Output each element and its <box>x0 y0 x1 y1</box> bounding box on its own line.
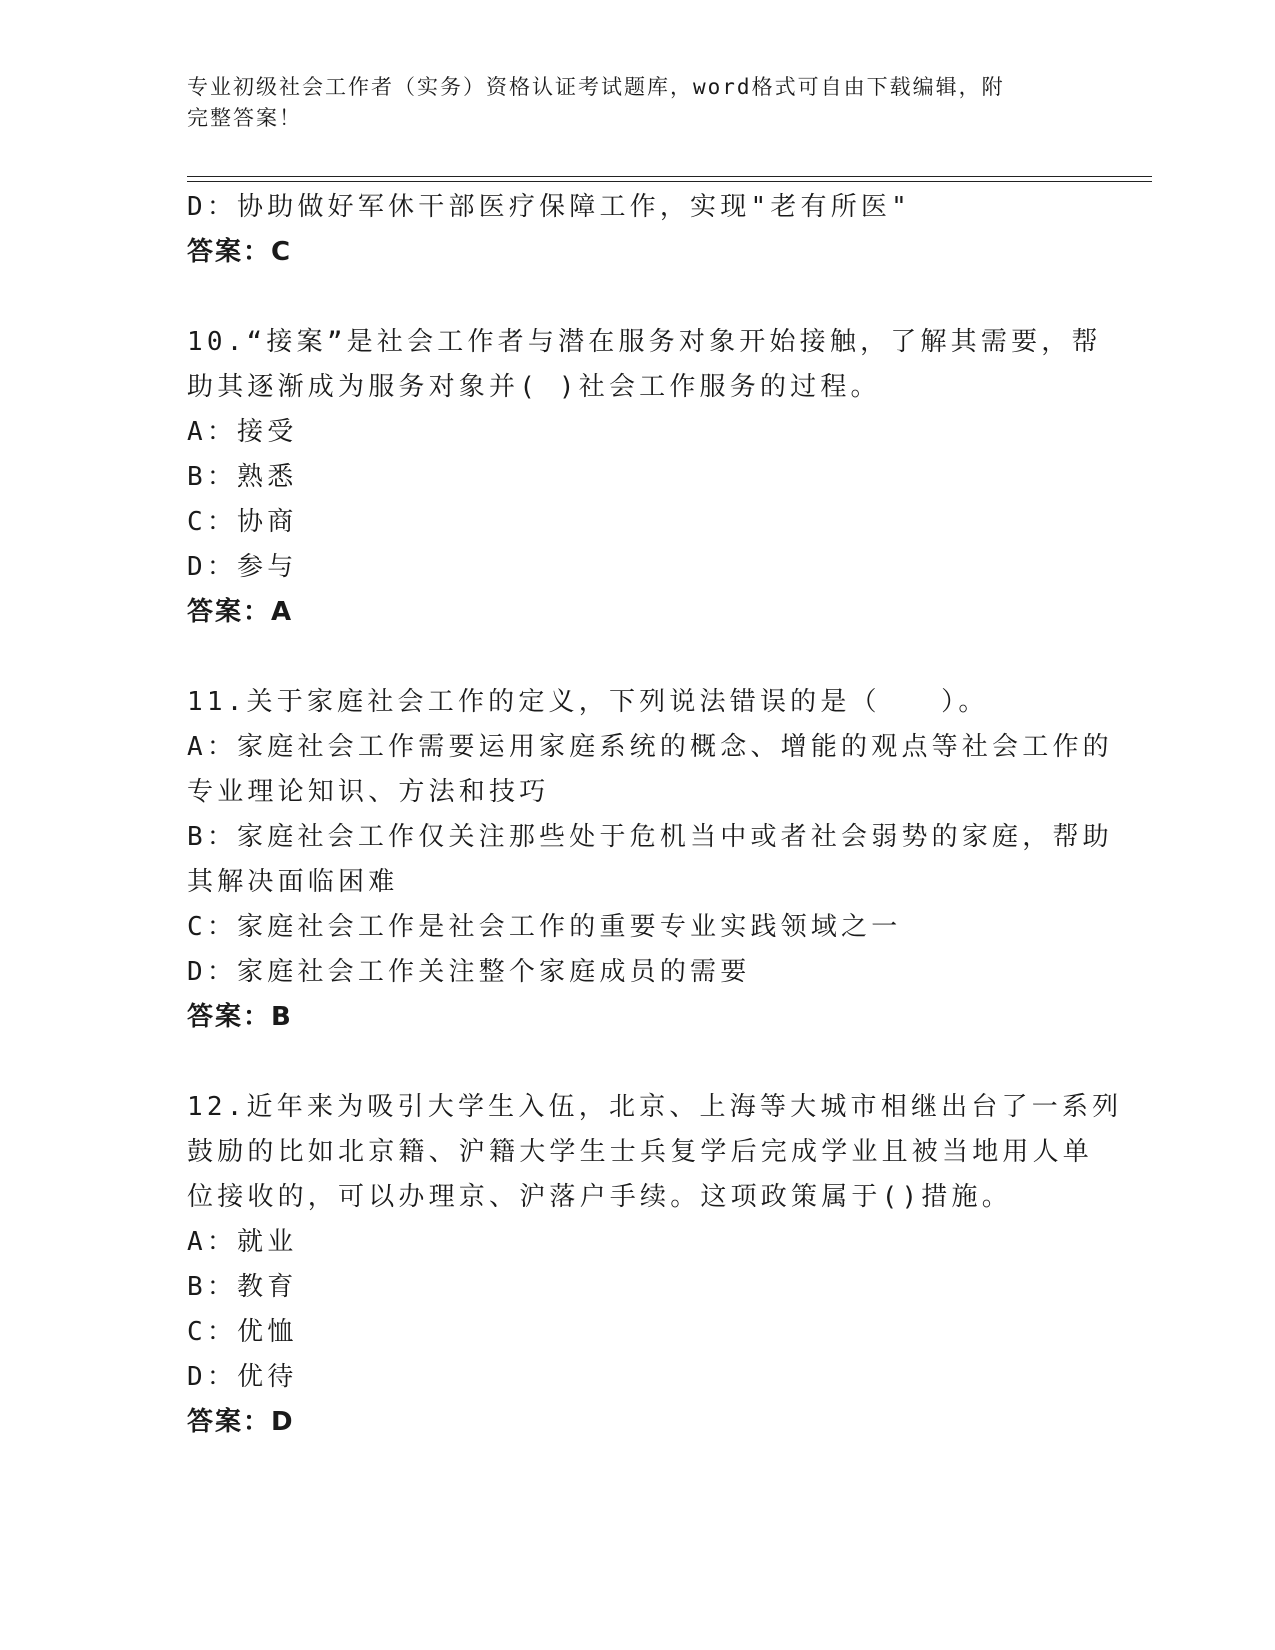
prev-answer: 答案：C <box>187 237 293 267</box>
q10-option-c: C：协商 <box>187 507 298 537</box>
q10-option-b: B：熟悉 <box>187 462 298 492</box>
q12-option-b: B：教育 <box>187 1272 298 1302</box>
q11-option-a-line-1: A：家庭社会工作需要运用家庭系统的概念、增能的观点等社会工作的 <box>187 732 1113 762</box>
q10-answer: 答案：A <box>187 597 294 627</box>
q12-option-d: D：优待 <box>187 1362 298 1392</box>
header-divider-top <box>187 176 1152 177</box>
q12-stem-line-1: 12.近年来为吸引大学生入伍，北京、上海等大城市相继出台了一系列 <box>187 1092 1123 1122</box>
q11-option-c: C：家庭社会工作是社会工作的重要专业实践领域之一 <box>187 912 902 942</box>
header-line-1: 专业初级社会工作者（实务）资格认证考试题库，word格式可自由下载编辑，附 <box>187 75 1005 99</box>
q11-option-b-line-2: 其解决面临困难 <box>187 867 399 897</box>
q12-answer: 答案：D <box>187 1407 295 1437</box>
q11-answer: 答案：B <box>187 1002 293 1032</box>
document-header <box>187 72 1067 134</box>
header-line-2: 完整答案！ <box>187 106 302 130</box>
q12-option-c: C：优恤 <box>187 1317 298 1347</box>
q11-option-d: D：家庭社会工作关注整个家庭成员的需要 <box>187 957 751 987</box>
q10-option-a: A：接受 <box>187 417 298 447</box>
q11-option-a-line-2: 专业理论知识、方法和技巧 <box>187 777 550 807</box>
q10-option-d: D：参与 <box>187 552 298 582</box>
q10-stem-line-2: 助其逐渐成为服务对象并( )社会工作服务的过程。 <box>187 372 881 402</box>
q11-option-b-line-1: B：家庭社会工作仅关注那些处于危机当中或者社会弱势的家庭，帮助 <box>187 822 1113 852</box>
prev-option-d: D：协助做好军休干部医疗保障工作，实现"老有所医" <box>187 192 911 222</box>
q11-stem: 11.关于家庭社会工作的定义，下列说法错误的是（ ）。 <box>187 687 989 717</box>
header-divider-bottom <box>187 181 1152 182</box>
q12-stem-line-3: 位接收的，可以办理京、沪落户手续。这项政策属于()措施。 <box>187 1182 1012 1212</box>
q10-stem-line-1: 10.“接案”是社会工作者与潜在服务对象开始接触，了解其需要，帮 <box>187 327 1102 357</box>
q12-option-a: A：就业 <box>187 1227 298 1257</box>
q12-stem-line-2: 鼓励的比如北京籍、沪籍大学生士兵复学后完成学业且被当地用人单 <box>187 1137 1094 1167</box>
